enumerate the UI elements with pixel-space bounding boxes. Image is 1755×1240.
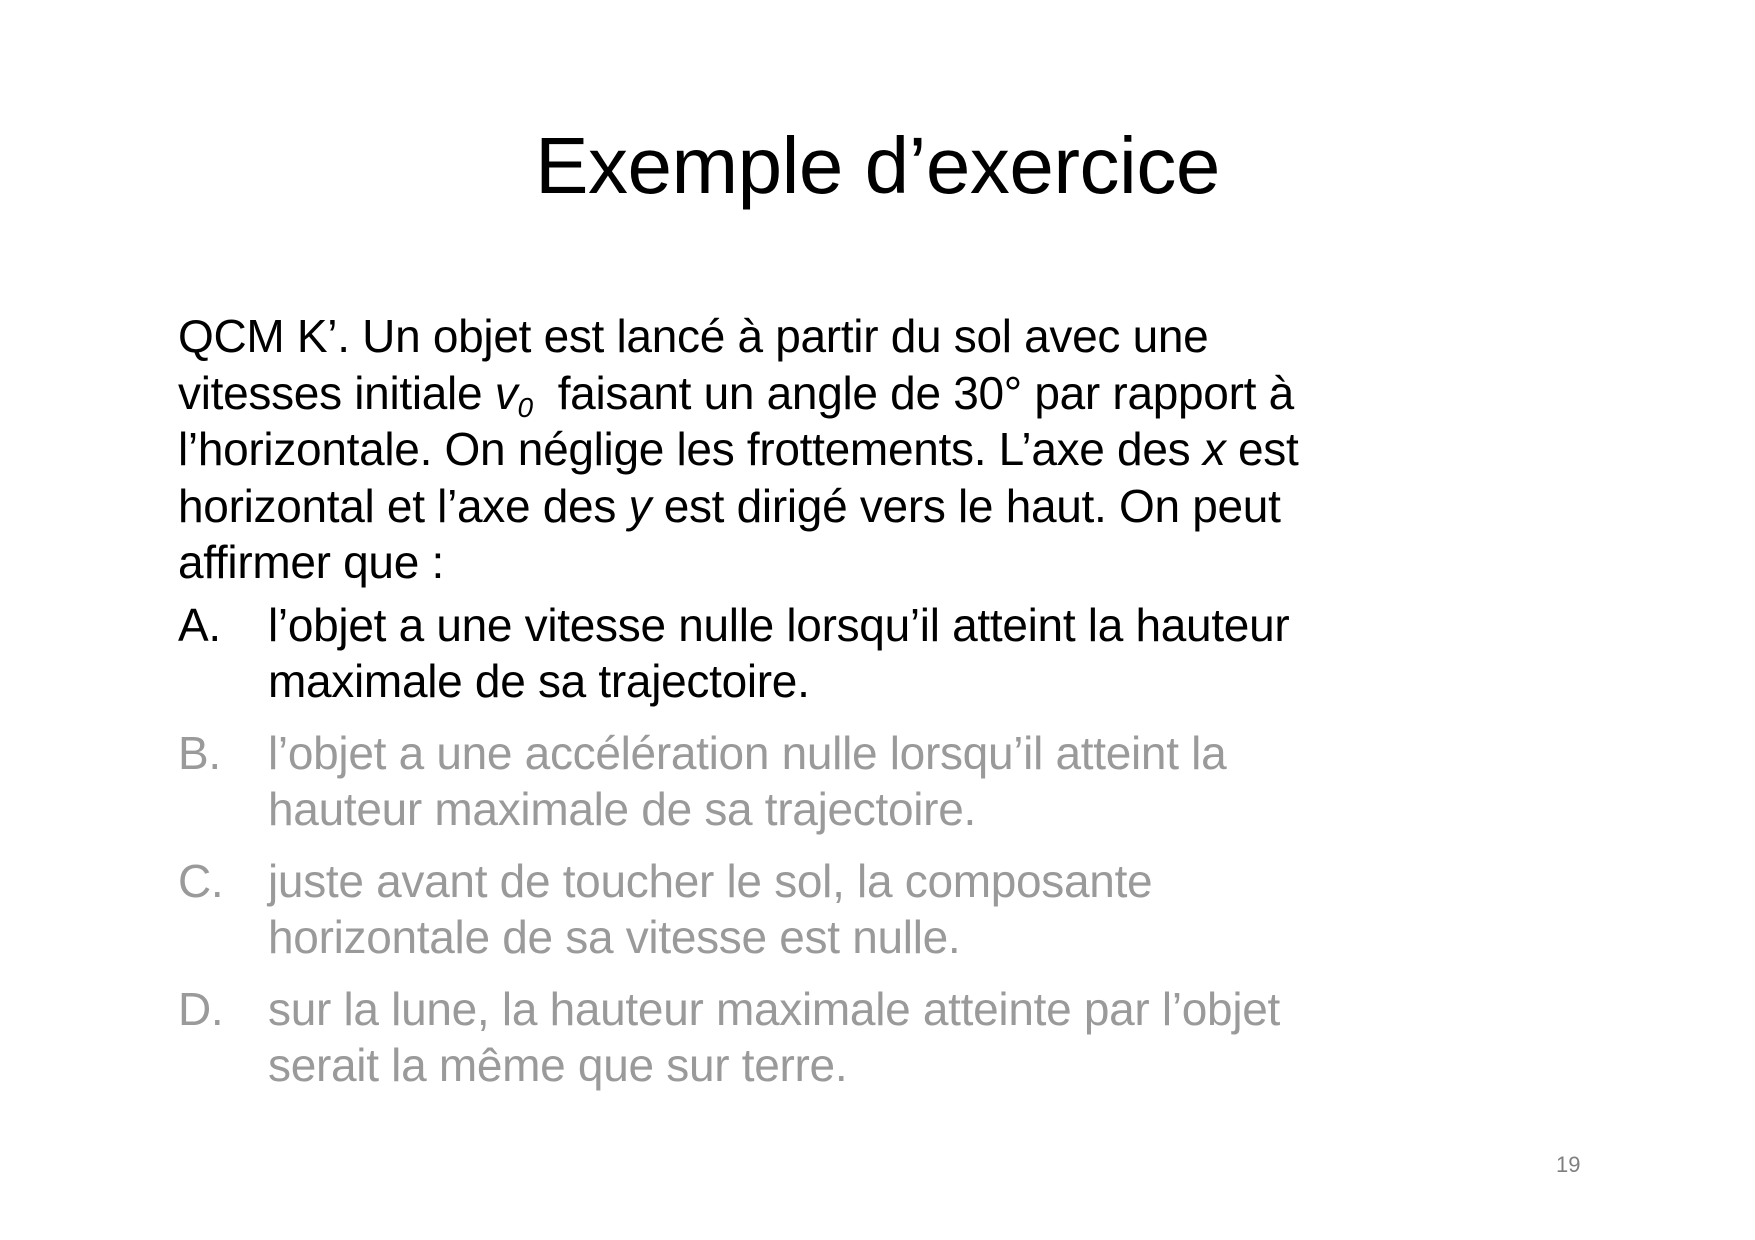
option-text-line: maximale de sa trajectoire.: [268, 655, 810, 707]
question-text: [178, 308, 1578, 591]
question-line-3: l’horizontale. On néglige les frottements. L’axe des x est: [178, 423, 1299, 475]
variable-v: $v_0$: [494, 366, 533, 423]
variable-y: y: [628, 479, 652, 532]
question-line-1: QCM K’. Un objet est lancé à partir du sol avec une: [178, 310, 1209, 362]
page-number: 19: [1556, 1152, 1581, 1177]
question-line-2: vitesses initiale $v_0$ faisant un angle de 30° par rapport à: [178, 366, 1294, 423]
option-text-line: hauteur maximale de sa trajectoire.: [268, 783, 976, 835]
option-b: [178, 725, 1578, 838]
option-letter: D.: [178, 982, 224, 1035]
option-d: [178, 981, 1578, 1094]
question-line-5: affirmer que :: [178, 536, 444, 588]
option-text-line: horizontale de sa vitesse est nulle.: [268, 911, 961, 963]
answer-options: [178, 597, 1578, 1094]
option-text-line: l’objet a une accélération nulle lorsqu’il atteint la: [268, 726, 1227, 779]
option-text-line: sur la lune, la hauteur maximale atteinte par l’objet: [268, 982, 1281, 1035]
variable-x: x: [1202, 423, 1226, 475]
option-c: [178, 853, 1578, 966]
option-text-line: juste avant de toucher le sol, la composante: [268, 854, 1153, 907]
option-text-line: l’objet a une vitesse nulle lorsqu’il atteint la hauteur: [268, 598, 1290, 651]
option-letter: C.: [178, 854, 224, 907]
slide-body: [178, 308, 1578, 1109]
option-text-line: serait la même que sur terre.: [268, 1039, 848, 1091]
question-line-4: horizontal et l’axe des y est dirigé vers le haut. On peut: [178, 479, 1281, 532]
option-a: [178, 597, 1578, 710]
option-letter: B.: [178, 726, 221, 779]
slide-title: Exemple d’exercice: [535, 121, 1220, 210]
option-letter: A.: [178, 598, 221, 651]
